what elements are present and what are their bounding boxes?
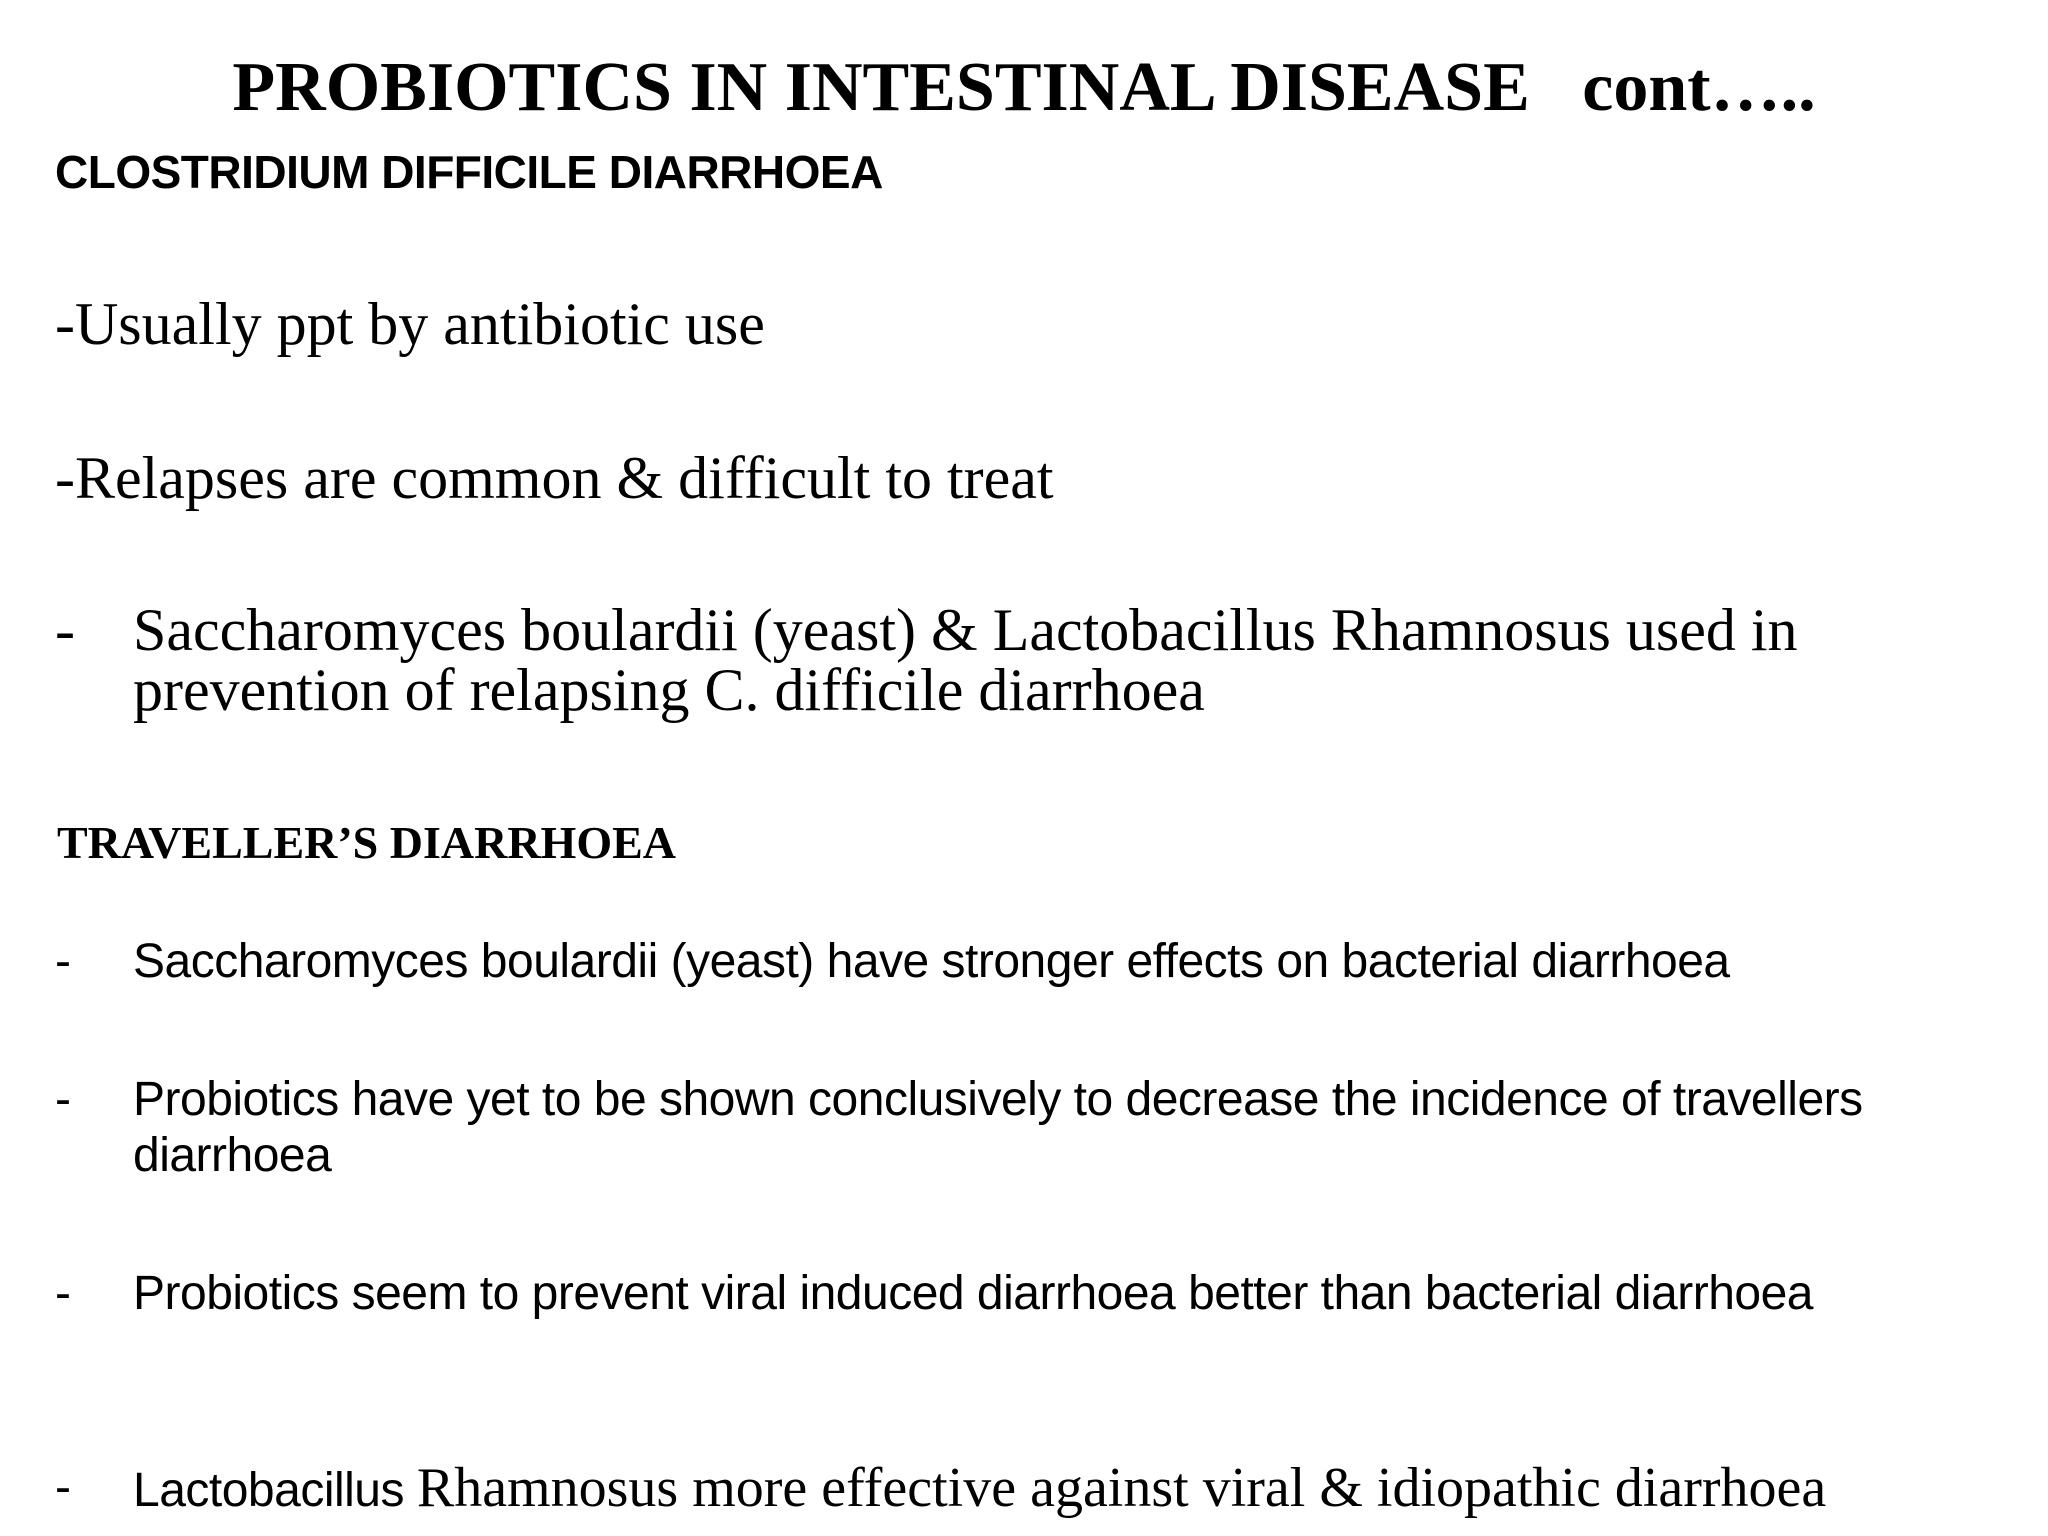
bullet-dash: - <box>55 935 71 988</box>
bullet-text: Probiotics seem to prevent viral induced diarrhoea better than bacterial diarrhoea <box>133 1267 1813 1320</box>
bullet-item-conclusive <box>55 1072 1995 1184</box>
section-heading-travellers: TRAVELLER’S DIARRHOEA <box>57 817 677 868</box>
slide-title: PROBIOTICS IN INTESTINAL DISEASE cont….. <box>232 49 1816 126</box>
text-line-relapses: -Relapses are common & difficult to treat <box>55 445 1054 511</box>
bullet-item-rhamnosus <box>55 1457 1995 1519</box>
bullet-dash: - <box>55 1267 71 1320</box>
bullet-dash: - <box>55 597 75 663</box>
section-heading-clostridium: CLOSTRIDIUM DIFFICILE DIARRHOEA <box>55 146 883 198</box>
bullet-dash: - <box>55 1073 71 1126</box>
bullet-dash: - <box>55 1461 71 1514</box>
bullet-text-mixed <box>133 1457 1995 1519</box>
bullet-text: Saccharomyces boulardii (yeast) have stronger effects on bacterial diarrhoea <box>133 935 1730 988</box>
bullet-item-yeast <box>55 934 1995 990</box>
bullet-item-prevention <box>55 597 1995 723</box>
bullet-text-sans-part: Lactobacillus <box>133 1464 417 1517</box>
bullet-text: Probiotics have yet to be shown conclusively to decrease the incidence of travellers diarrhoea <box>133 1073 1863 1182</box>
bullet-text: Saccharomyces boulardii (yeast) & Lactobacillus Rhamnosus used in prevention of relapsing C. difficile diarrhoea <box>133 597 1798 723</box>
bullet-item-viral <box>55 1266 1995 1322</box>
bullet-text-serif-part: Rhamnosus more effective against viral & idiopathic diarrhoea <box>416 1457 1827 1519</box>
text-line-antibiotic: -Usually ppt by antibiotic use <box>55 291 765 357</box>
